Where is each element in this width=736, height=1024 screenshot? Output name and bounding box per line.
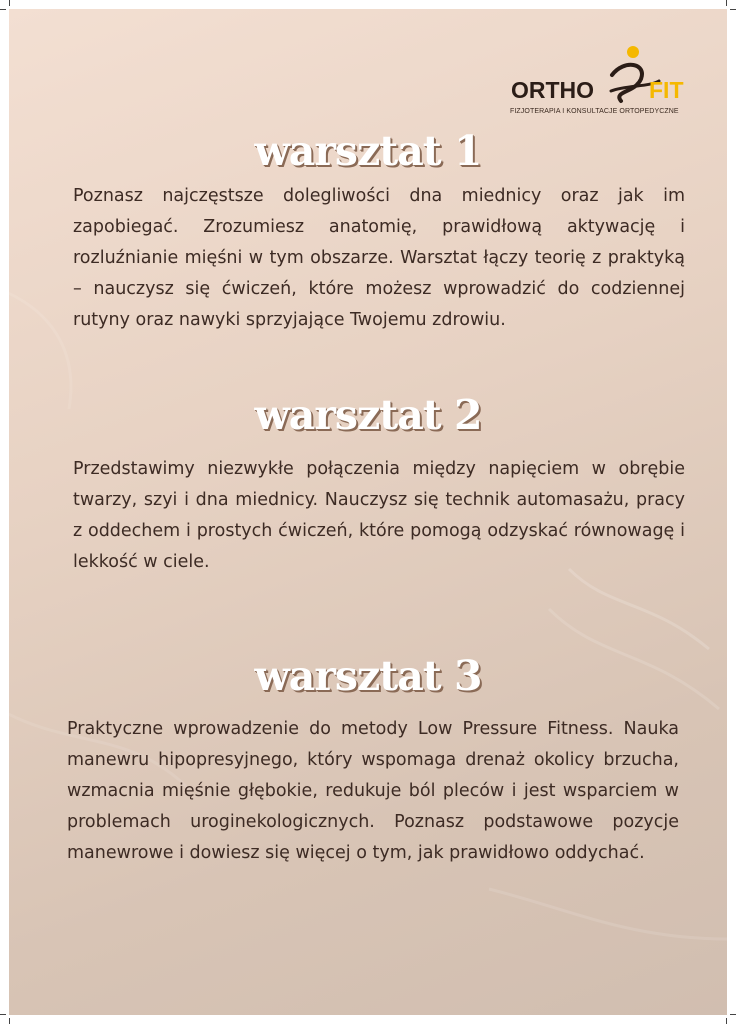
logo-brand-right: FIT bbox=[649, 77, 684, 103]
crop-mark bbox=[9, 0, 10, 6]
workshop-2-heading: warsztat 2 bbox=[254, 391, 482, 439]
logo-brand-left: ORTHO bbox=[511, 77, 595, 103]
crop-mark bbox=[726, 1018, 727, 1024]
crop-mark bbox=[0, 1014, 6, 1015]
logo-mark bbox=[509, 45, 689, 107]
flyer-page bbox=[9, 9, 727, 1015]
orthofit-logo bbox=[509, 45, 689, 125]
crop-mark bbox=[9, 1018, 10, 1024]
workshop-3-description: Praktyczne wprowadzenie do metody Low Pressure Fitness. Nauka manewru hipopresyjnego, który wspomaga drenaż okolicy brzucha, wzmacnia mięśnie głębokie, redukuje ból pleców i jest wsparciem w problemach uroginekologicznych. Poznasz podstawowe pozycje manewrowe i dowiesz się więcej o tym, jak prawidłowo oddychać. bbox=[67, 719, 679, 863]
crop-mark bbox=[730, 1014, 736, 1015]
crop-mark bbox=[730, 9, 736, 10]
workshop-1-heading: warsztat 1 bbox=[254, 127, 482, 175]
workshop-2-description: Przedstawimy niezwykłe połączenia między napięciem w obrębie twarzy, szyi i dna miednicy. Nauczysz się technik automasażu, pracy z oddechem i prostych ćwiczeń, które pomogą odzyskać równowagę i lekkość w ciele. bbox=[73, 459, 685, 572]
crop-mark bbox=[726, 0, 727, 6]
crop-mark bbox=[0, 9, 6, 10]
logo-subtitle: FIZJOTERAPIA I KONSULTACJE ORTOPEDYCZNE bbox=[510, 108, 679, 115]
workshop-1-description: Poznasz najczęstsze dolegliwości dna miednicy oraz jak im zapobiegać. Zrozumiesz anatomię, prawidłową aktywację i rozluźnianie mięśni w tym obszarze. Warsztat łączy teorię z praktyką – nauczysz się ćwiczeń, które możesz wprowadzić do codziennej rutyny oraz nawyki sprzyjające Twojemu zdrowiu. bbox=[73, 186, 685, 330]
workshop-3-heading: warsztat 3 bbox=[254, 652, 482, 700]
